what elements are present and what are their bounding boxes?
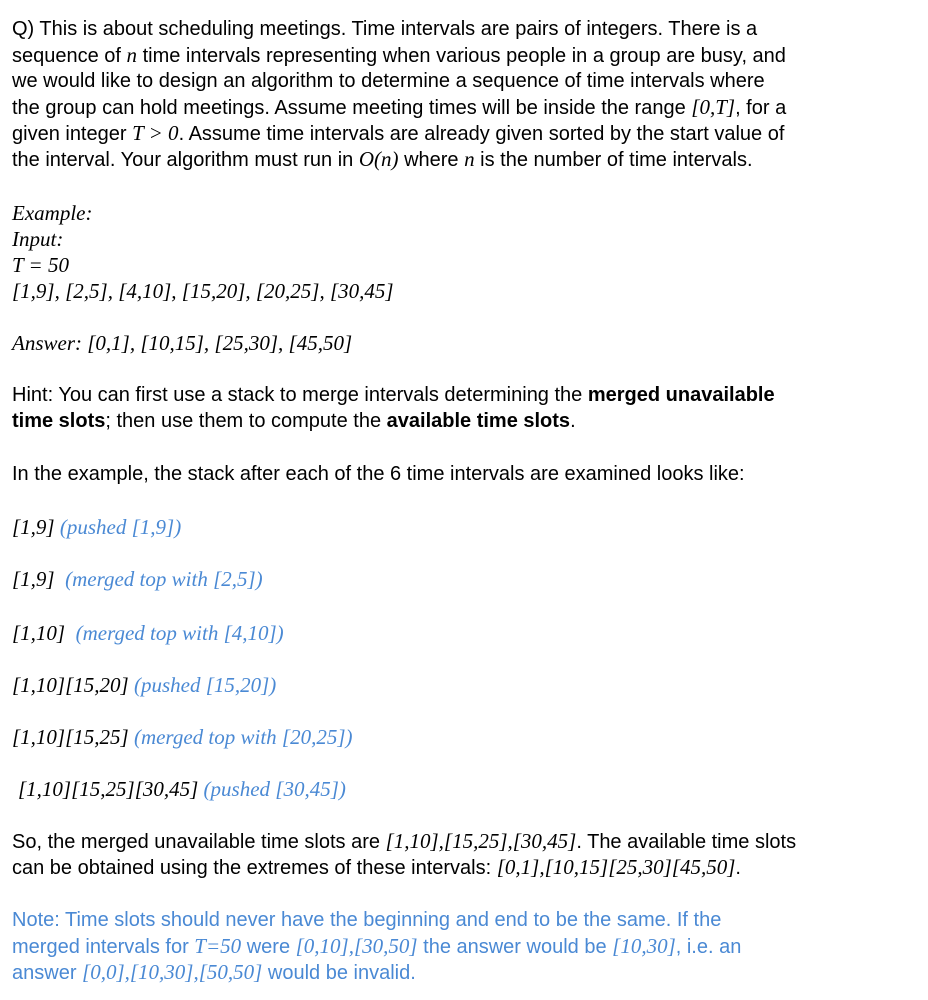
note-math: [10,30]: [612, 934, 676, 958]
math-range: [0,T]: [691, 95, 736, 119]
note-text: were: [241, 936, 296, 958]
question-text: . Assume time intervals are already given sorted by the start value of: [178, 123, 785, 145]
conclusion-text: . The available time slots: [576, 831, 797, 853]
conclusion-text: .: [735, 857, 741, 879]
question-text: sequence of: [12, 45, 127, 67]
stack-note: (merged top with [20,25]): [133, 725, 353, 749]
stack-state: [1,9]: [12, 515, 55, 539]
stack-note: (pushed [1,9]): [59, 515, 182, 539]
hint-line-2: [12, 408, 576, 434]
conclusion-text: So, the merged unavailable time slots are: [12, 831, 386, 853]
note-line-1: [12, 907, 721, 933]
note-math: T=50: [194, 934, 242, 958]
stack-state: [1,10][15,20]: [12, 673, 129, 697]
question-text: Q) This is about scheduling meetings. Time intervals are pairs of integers. There is a: [12, 18, 758, 40]
hint-bold: time slots: [12, 410, 106, 432]
question-text: given integer: [12, 123, 133, 145]
stack-step: [12, 620, 284, 646]
conclusion-text: can be obtained using the extremes of these intervals:: [12, 857, 497, 879]
example-t-value: T = 50: [12, 253, 69, 277]
note-text: merged intervals for: [12, 936, 195, 958]
note-text: would be invalid.: [262, 962, 416, 984]
math-complexity: O(n): [358, 147, 399, 171]
available-intervals: [0,1],[10,15][25,30][45,50]: [496, 855, 736, 879]
note-text: answer: [12, 962, 83, 984]
note-text: , i.e. an: [675, 936, 742, 958]
stack-step: [12, 566, 263, 592]
question-text: the group can hold meetings. Assume meeting times will be inside the range: [12, 97, 692, 119]
hint-bold: available time slots: [386, 410, 571, 432]
math-n: n: [464, 147, 475, 171]
hint-text: Hint: You can first use a stack to merge intervals determining the: [12, 384, 588, 406]
math-t: T > 0: [132, 121, 179, 145]
stack-step: [12, 514, 181, 540]
question-line-4: [12, 94, 786, 121]
stack-step: [12, 724, 353, 750]
question-text: time intervals representing when various people in a group are busy, and: [137, 45, 786, 67]
note-math: [0,0],[10,30],[50,50]: [82, 960, 263, 984]
question-line-1: [12, 16, 757, 42]
stack-state: [1,10][15,25]: [12, 725, 129, 749]
stack-note: (merged top with [4,10]): [75, 621, 284, 645]
question-text: , for a: [735, 97, 787, 119]
stack-note: (merged top with [2,5]): [65, 567, 263, 591]
note-text: the answer would be: [417, 936, 613, 958]
stack-note: (pushed [15,20]): [133, 673, 277, 697]
math-n: n: [126, 43, 138, 67]
stack-state: [1,10][15,25][30,45]: [18, 777, 199, 801]
note-line-2: [12, 933, 741, 960]
stack-step: [18, 776, 346, 802]
question-text: we would like to design an algorithm to determine a sequence of time intervals where: [12, 70, 765, 92]
hint-text: .: [570, 410, 576, 432]
stack-step: [12, 672, 276, 698]
note-text: Note: Time slots should never have the beginning and end to be the same. If the: [12, 909, 722, 931]
hint-bold: merged unavailable: [587, 384, 775, 406]
hint-line-1: [12, 382, 775, 408]
question-text: the interval. Your algorithm must run in: [12, 149, 359, 171]
conclusion-line-1: [12, 828, 796, 855]
stack-state: [1,9]: [12, 567, 55, 591]
question-text: is the number of time intervals.: [474, 149, 753, 171]
example-input-label: Input:: [12, 227, 64, 251]
question-text: where: [398, 149, 465, 171]
merged-intervals: [1,10],[15,25],[30,45]: [385, 829, 577, 853]
question-line-6: [12, 146, 753, 173]
stack-note: (pushed [30,45]): [203, 777, 346, 801]
example-intervals: [1,9], [2,5], [4,10], [15,20], [20,25], [30,45]: [12, 279, 394, 303]
hint-text: ; then use them to compute the: [105, 410, 387, 432]
stack-intro: In the example, the stack after each of the 6 time intervals are examined looks like:: [12, 463, 745, 485]
example-heading: Example:: [12, 201, 93, 225]
stack-state: [1,10]: [12, 621, 66, 645]
conclusion-line-2: [12, 854, 741, 881]
question-line-5: [12, 120, 784, 147]
note-line-3: [12, 959, 416, 986]
question-line-2: [12, 42, 786, 69]
question-line-3: [12, 68, 765, 94]
example-answer: Answer: [0,1], [10,15], [25,30], [45,50]: [12, 331, 353, 355]
note-math: [0,10],[30,50]: [295, 934, 418, 958]
